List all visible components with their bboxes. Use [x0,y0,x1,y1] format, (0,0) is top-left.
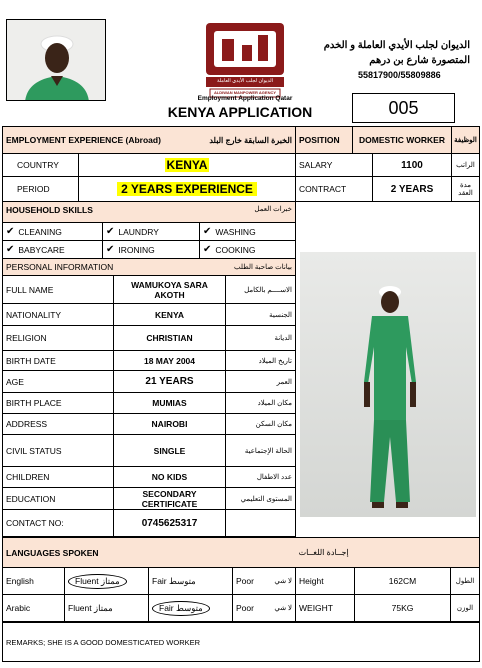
check-icon: ✔ [106,226,115,237]
agency-name-ar: الديوان لجلب الأيدي العاملة و الخدم [323,40,470,51]
field-label: ADDRESS [2,413,114,435]
field-label: EDUCATION [2,487,114,510]
period-label: PERIOD [2,176,79,202]
position-value: DOMESTIC WORKER [352,126,452,154]
full-body-photo-frame [295,201,480,538]
fluent-option [64,567,149,595]
salary-label-ar: الراتب [451,153,480,177]
attribute-value: 162CM [354,567,451,595]
skill-item: ✔ BABYCARE [2,240,103,259]
form-subtitle: Employment Application Qatar [197,95,293,102]
field-value: 21 YEARS [113,370,226,393]
field-label-ar: الحالة الإجتماعية [225,434,296,467]
field-label-ar: الديانة [225,325,296,351]
person-headshot-image [7,20,106,101]
personal-header: PERSONAL INFORMATION بيانات صاحبة الطلب [2,258,296,276]
field-label: BIRTH DATE [2,350,114,371]
check-icon: ✔ [203,244,212,255]
field-label: RELIGION [2,325,114,351]
attribute-label: Height [295,567,355,595]
fair-label: Fair متوسط [152,575,196,586]
field-label: CONTACT NO: [2,509,114,537]
field-label-ar: الجنسية [225,303,296,326]
field-value: CHRISTIAN [113,325,226,351]
field-value: MUMIAS [113,392,226,414]
position-label-ar: الوظيفة [451,126,480,154]
agency-address-ar: المتصورة شارع بن درهم [369,55,470,66]
skill-item: ✔ LAUNDRY [102,222,200,241]
contract-label-ar: مدة العقد [451,176,480,202]
field-label-ar: مكان السكن [225,413,296,435]
agency-logo [200,17,290,99]
language-name: Arabic [2,594,65,622]
languages-header: LANGUAGES SPOKEN إجــادة اللغــات [2,537,480,568]
attribute-value: 75KG [354,594,451,622]
salary-label: SALARY [295,153,373,177]
field-label-ar: مكان الميلاد [225,392,296,414]
field-label: CHILDREN [2,466,114,488]
field-label-ar: المستوى التعليمي [225,487,296,510]
period-value-cell [78,176,296,202]
skill-item: ✔ IRONING [102,240,200,259]
agency-phones: 55817900/55809886 [358,70,441,80]
skill-item: ✔ COOKING [199,240,296,259]
field-value: NO KIDS [113,466,226,488]
fluent-label: Fluent ممتاز [68,574,127,589]
field-label: NATIONALITY [2,303,114,326]
fluent-option [64,594,149,622]
field-value: 0745625317 [113,509,226,537]
period-value: 2 YEARS EXPERIENCE [117,182,257,196]
remarks: REMARKS; SHE IS A GOOD DOMESTICATED WORKER [2,622,480,662]
poor-option: Poor لا شي [232,567,296,595]
skill-item: ✔ CLEANING [2,222,103,241]
poor-option: Poor لا شي [232,594,296,622]
field-value: WAMUKOYA SARA AKOTH [113,275,226,304]
field-value: 18 MAY 2004 [113,350,226,371]
field-label-ar: عدد الاطفال [225,466,296,488]
field-value: NAIROBI [113,413,226,435]
country-label: COUNTRY [2,153,79,177]
field-value: SECONDARY CERTIFICATE [113,487,226,510]
salary-value: 1100 [372,153,452,177]
check-icon: ✔ [6,226,15,237]
logo-caption-en: ALDIWAN MANPOWER AGENCY [213,90,277,95]
fair-option [148,567,233,595]
fluent-label: Fluent ممتاز [68,602,113,613]
experience-header: EMPLOYMENT EXPERIENCE (Abroad) الخبرة السابقة خارج البلد [2,126,296,154]
fair-option [148,594,233,622]
contract-value: 2 YEARS [372,176,452,202]
field-label-ar: العمر [225,370,296,393]
attribute-label-ar: الوزن [450,594,480,622]
country-value-cell [78,153,296,177]
passport-photo [6,19,106,101]
field-label-ar [225,509,296,537]
attribute-label: WEIGHT [295,594,355,622]
full-body-photo [300,252,476,517]
reference-number: 005 [352,93,455,123]
skills-header: HOUSEHOLD SKILLS خبرات العمل [2,201,296,223]
fair-label: Fair متوسط [152,601,210,616]
country-value: KENYA [166,158,208,172]
field-label: CIVIL STATUS [2,434,114,467]
form-title: KENYA APPLICATION [167,104,313,120]
field-label: FULL NAME [2,275,114,304]
position-label: POSITION [295,126,353,154]
check-icon: ✔ [106,244,115,255]
check-icon: ✔ [203,226,212,237]
skill-item: ✔ WASHING [199,222,296,241]
attribute-label-ar: الطول [450,567,480,595]
field-value: SINGLE [113,434,226,467]
language-name: English [2,567,65,595]
contract-label: CONTRACT [295,176,373,202]
field-label-ar: الاســــم بالكامل [225,275,296,304]
logo-caption-ar: الديوان لجلب الأيدي العاملة [216,78,274,84]
field-value: KENYA [113,303,226,326]
field-label: AGE [2,370,114,393]
experience-header-ar: الخبرة السابقة خارج البلد [209,135,292,145]
check-icon: ✔ [6,244,15,255]
field-label: BIRTH PLACE [2,392,114,414]
field-label-ar: تاريخ الميلاد [225,350,296,371]
